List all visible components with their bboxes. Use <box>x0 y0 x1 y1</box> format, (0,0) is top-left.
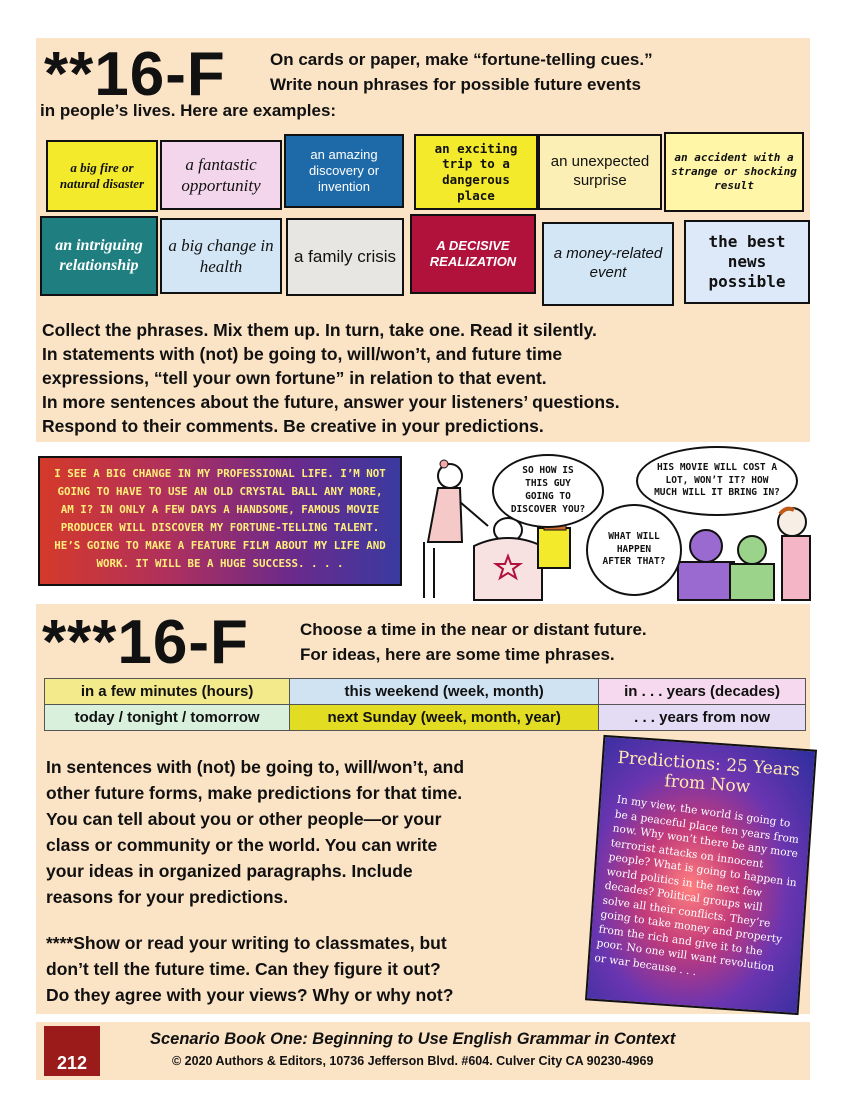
speech-bubble-2: HIS MOVIE WILL COST A LOT, WON’T IT? HOW MUCH WILL IT BRING IN? <box>636 446 798 516</box>
instruction-line: Collect the phrases. Mix them up. In turn, take one. Read it silently. <box>42 320 597 340</box>
card-big-change-health: a big change in health <box>160 218 282 294</box>
card-big-fire: a big fire or natural disaster <box>46 140 158 212</box>
body-line: In sentences with (not) be going to, will/won’t, and <box>46 757 465 777</box>
section1-intro-line3: in people’s lives. Here are examples: <box>40 101 337 120</box>
section1-code: **16-F <box>44 40 226 109</box>
predictions-title: Predictions: 25 Years from Now <box>616 747 801 798</box>
section2-intro-line2: For ideas, here are some time phrases. <box>300 645 615 664</box>
copyright: © 2020 Authors & Editors, 10736 Jefferson Blvd. #604. Culver City CA 90230-4969 <box>172 1054 654 1068</box>
time-phrase-cell: in a few minutes (hours) <box>45 679 290 705</box>
instruction-line: expressions, “tell your own fortune” in relation to that event. <box>42 368 547 388</box>
body-line: reasons for your predictions. <box>46 887 289 907</box>
body-line: You can tell about you or other people—or your <box>46 809 442 829</box>
instruction-line: In more sentences about the future, answer your listeners’ questions. <box>42 392 620 412</box>
time-phrase-cell: next Sunday (week, month, year) <box>290 705 599 731</box>
time-phrase-cell: today / tonight / tomorrow <box>45 705 290 731</box>
predictions-box <box>585 735 817 1015</box>
card-exciting-trip: an exciting trip to a dangerous place <box>414 134 538 210</box>
section1-intro-line2: Write noun phrases for possible future events <box>270 75 641 94</box>
card-unexpected-surprise: an unexpected surprise <box>538 134 662 210</box>
body-line: your ideas in organized paragraphs. Include <box>46 861 413 881</box>
card-amazing-discovery: an amazing discovery or invention <box>284 134 404 208</box>
card-money-related-event: a money-related event <box>542 222 674 306</box>
section2-body <box>46 754 606 910</box>
section2-intro-line1: Choose a time in the near or distant future. <box>300 620 647 639</box>
section2-extension <box>46 930 606 1008</box>
extension-line: don’t tell the future time. Can they figure it out? <box>46 959 441 979</box>
time-phrase-cell: this weekend (week, month) <box>290 679 599 705</box>
body-line: class or community or the world. You can write <box>46 835 438 855</box>
predictions-text: In my view, the world is going to be a peaceful place ten years from now. Why won’t there be any more terrorist attacks on innocent people? What is going to happen in world politics in the next few decades? Political groups will solve all their conflicts. They’re going to take money and property from the rich and give it to the poor. No one will want revolution or war because . . . <box>593 793 800 978</box>
table-row <box>45 705 806 731</box>
time-phrase-cell: . . . years from now <box>599 705 806 731</box>
section1-intro-line1: On cards or paper, make “fortune-telling cues.” <box>270 50 653 69</box>
extension-line: Do they agree with your views? Why or why not? <box>46 985 454 1005</box>
section2-code: ***16-F <box>42 608 249 677</box>
time-phrase-cell: in . . . years (decades) <box>599 679 806 705</box>
card-decisive-realization: A DECISIVE REALIZATION <box>410 214 536 294</box>
fortune-story: I SEE A BIG CHANGE IN MY PROFESSIONAL LIFE. I’M NOT GOING TO HAVE TO USE AN OLD CRYSTAL BALL ANY MORE, AM I? IN ONLY A FEW DAYS A HANDSOME, FAMOUS MOVIE PRODUCER WILL DISCOVER MY FORTUNE-TELLING TALENT. HE’S GOING TO MAKE A FEATURE FILM ABOUT MY LIFE AND WORK. IT WILL BE A HUGE SUCCESS. . . . <box>38 456 402 586</box>
body-line: other future forms, make predictions for that time. <box>46 783 463 803</box>
instruction-line: In statements with (not) be going to, will/won’t, and future time <box>42 344 563 364</box>
book-title: Scenario Book One: Beginning to Use English Grammar in Context <box>150 1030 676 1048</box>
section1-instructions <box>42 318 812 438</box>
extension-line: ****Show or read your writing to classmates, but <box>46 933 447 953</box>
table-row <box>45 679 806 705</box>
card-best-news: the best news possible <box>684 220 810 304</box>
speech-bubble-1: SO HOW IS THIS GUY GOING TO DISCOVER YOU? <box>492 454 604 528</box>
speech-bubble-3: WHAT WILL HAPPEN AFTER THAT? <box>586 504 682 596</box>
card-accident: an accident with a strange or shocking result <box>664 132 804 212</box>
page-number: 212 <box>44 1026 100 1076</box>
card-fantastic-opportunity: a fantastic opportunity <box>160 140 282 210</box>
card-family-crisis: a family crisis <box>286 218 404 296</box>
card-intriguing-relationship: an intriguing relationship <box>40 216 158 296</box>
instruction-line: Respond to their comments. Be creative in your predictions. <box>42 416 544 436</box>
time-phrases-table <box>44 678 806 731</box>
